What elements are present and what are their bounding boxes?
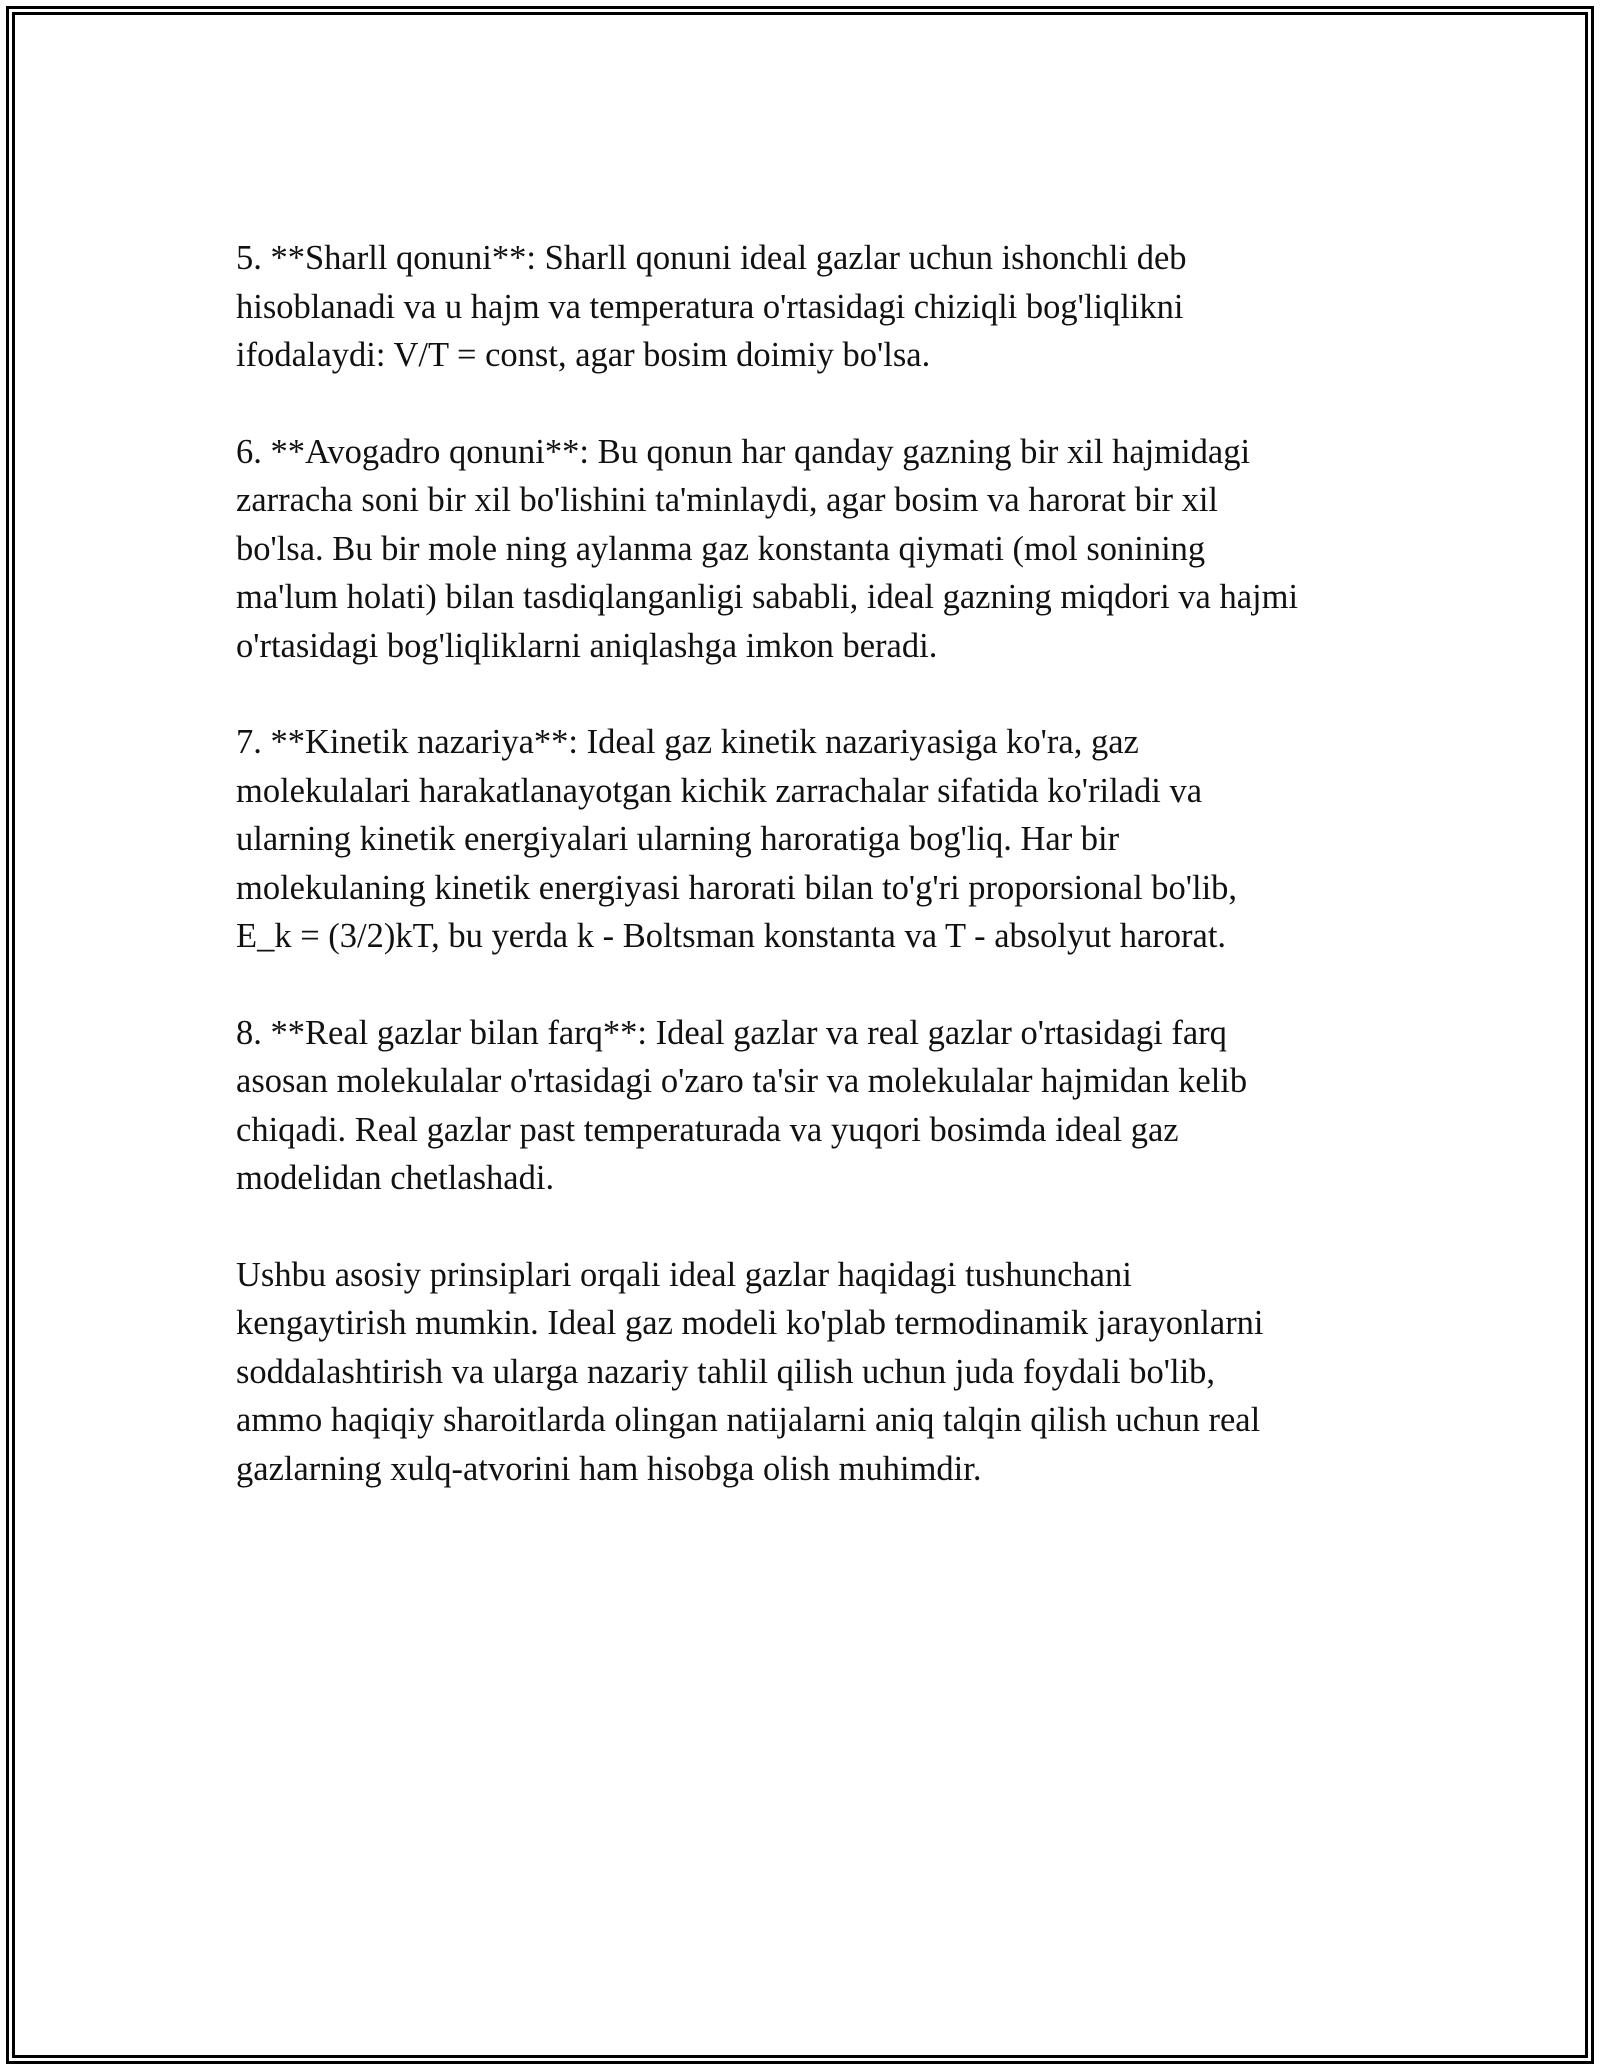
text-line: Ushbu asosiy prinsiplari orqali ideal gazlar haqidagi tushunchani <box>236 1255 1132 1294</box>
text-line: 8. **Real gazlar bilan farq**: Ideal gazlar va real gazlar o'rtasidagi farq <box>236 1013 1227 1052</box>
paragraph-sharl-law <box>236 234 1416 380</box>
text-line: gazlarning xulq-atvorini ham hisobga olish muhimdir. <box>236 1449 982 1488</box>
text-line: chiqadi. Real gazlar past temperaturada va yuqori bosimda ideal gaz <box>236 1110 1179 1149</box>
text-line: bo'lsa. Bu bir mole ning aylanma gaz konstanta qiymati (mol sonining <box>236 529 1206 568</box>
text-line: 5. **Sharll qonuni**: Sharll qonuni ideal gazlar uchun ishonchli deb <box>236 239 1187 277</box>
text-line: soddalashtirish va ularga nazariy tahlil qilish uchun juda foydali bo'lib, <box>236 1352 1216 1391</box>
text-line: zarracha soni bir xil bo'lishini ta'minlaydi, agar bosim va harorat bir xil <box>236 481 1219 519</box>
paragraph-real-gases <box>236 1009 1416 1203</box>
paragraph-avogadro-law <box>236 428 1416 671</box>
text-line: 7. **Kinetik nazariya**: Ideal gaz kinetik nazariyasiga ko'ra, gaz <box>236 723 1139 761</box>
paragraph-conclusion <box>236 1251 1416 1494</box>
text-line: molekulaning kinetik energiyasi harorati bilan to'g'ri proporsional bo'lib, <box>236 868 1238 907</box>
document-body <box>236 234 1416 1541</box>
text-line: molekulalari harakatlanayotgan kichik zarrachalar sifatida ko'riladi va <box>236 771 1203 810</box>
text-line: o'rtasidagi bog'liqliklarni aniqlashga imkon beradi. <box>236 626 938 665</box>
text-line: ifodalaydi: V/T = const, agar bosim doimiy bo'lsa. <box>236 336 931 374</box>
text-line: hisoblanadi va u hajm va temperatura o'rtasidagi chiziqli bog'liqlikni <box>236 287 1184 326</box>
paragraph-kinetic-theory <box>236 718 1416 961</box>
text-line: asosan molekulalar o'rtasidagi o'zaro ta'sir va molekulalar hajmidan kelib <box>236 1062 1248 1100</box>
text-line: modelidan chetlashadi. <box>236 1159 555 1197</box>
text-line: ma'lum holati) bilan tasdiqlanganligi sababli, ideal gazning miqdori va hajmi <box>236 578 1299 616</box>
text-line: ammo haqiqiy sharoitlarda olingan natijalarni aniq talqin qilish uchun real <box>236 1401 1261 1439</box>
text-line: kengaytirish mumkin. Ideal gaz modeli ko'plab termodinamik jarayonlarni <box>236 1304 1264 1342</box>
text-line: ularning kinetik energiyalari ularning haroratiga bog'liq. Har bir <box>236 820 1120 858</box>
text-line: 6. **Avogadro qonuni**: Bu qonun har qanday gazning bir xil hajmidagi <box>236 432 1251 471</box>
text-line: E_k = (3/2)kT, bu yerda k - Boltsman konstanta va T - absolyut harorat. <box>236 917 1227 955</box>
